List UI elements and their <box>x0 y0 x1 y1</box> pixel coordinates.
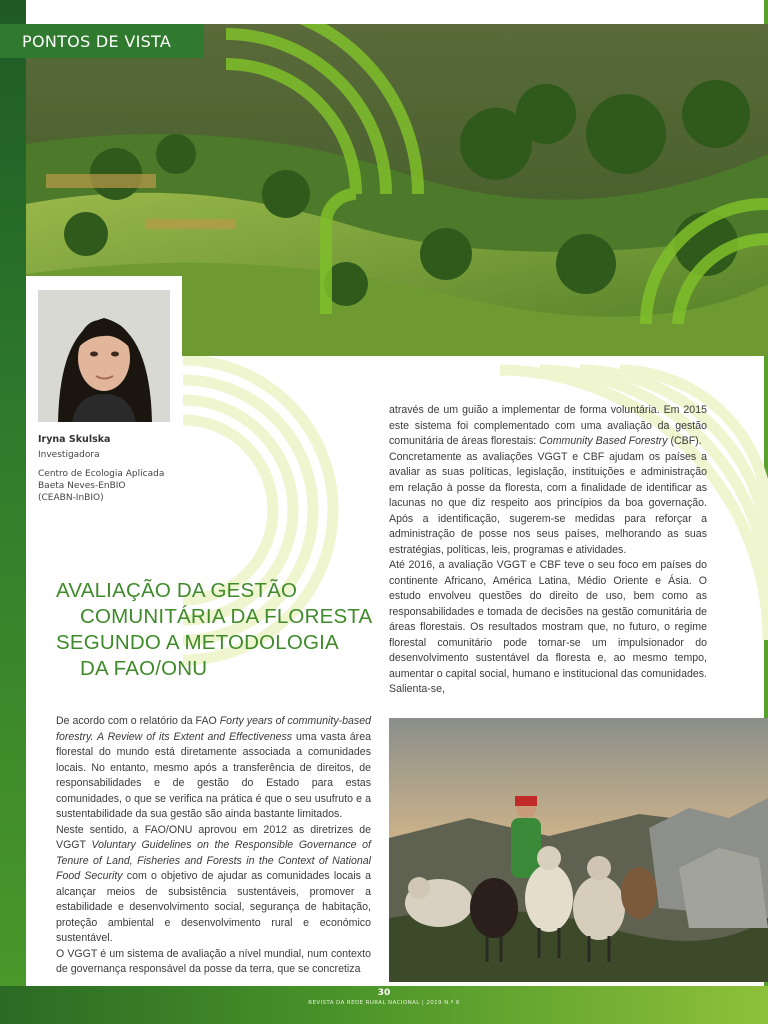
paragraph: Concretamente as avaliações VGGT e CBF ajudam os países a avaliar as suas políticas, legislação, instituições e administração em relação à posse da floresta, com a finalidade de identificar as lacunas no que diz respeito aos princípios da boa governação. Após a identificação, sugerem-se medidas para reforçar a administração de posse nos seus países, melhorando as suas estratégias, políticas, leis, programas e atividades. <box>389 450 707 556</box>
left-frame-band <box>0 0 26 1024</box>
italic-guidelines-title: Voluntary Guidelines on the Responsible Governance of Tenure of Land, Fisheries and Forests in the Context of National Food Security <box>56 839 371 882</box>
author-portrait <box>38 290 170 422</box>
author-role: Investigadora <box>38 450 100 460</box>
text-run: uma vasta área florestal do mundo está diretamente associada a comunidades locais. No entanto, mesmo após a transferência de direitos, de responsabilidades e de gestão do Estado para estas comunidades, o que se verifica na prática é que o seu usufruto e a sustentabilidade da sua gestão são ainda bastante limitados. <box>56 730 371 820</box>
page-number: 30 <box>377 988 391 998</box>
author-name: Iryna Skulska <box>38 434 111 445</box>
paragraph <box>56 714 371 823</box>
journal-title: REVISTA DA REDE RURAL NACIONAL | 2019 N.º 6 <box>308 1000 460 1006</box>
right-column-text <box>389 403 707 698</box>
title-line: COMUNITÁRIA DA FLORESTA <box>80 605 373 628</box>
paragraph <box>56 823 371 947</box>
italic-report-title: Forty years of community-based forestry. A Review of its Extent and Effectiveness <box>56 715 372 743</box>
text-run: De acordo com o relatório da FAO <box>56 715 220 727</box>
text-run: (CBF). <box>667 435 702 447</box>
text-run: através de um guião a implementar de forma voluntária. Em 2015 este sistema foi complementado com uma avaliação da gestão comunitária de áreas florestais: <box>389 404 707 447</box>
section-tag: PONTOS DE VISTA <box>0 24 204 58</box>
paragraph <box>389 403 707 450</box>
author-affiliation <box>38 468 188 504</box>
text-run: Neste sentido, a FAO/ONU aprovou em 2012 as diretrizes de VGGT <box>56 823 371 851</box>
title-line: DA FAO/ONU <box>80 657 208 680</box>
title-line: SEGUNDO A METODOLOGIA <box>56 631 339 654</box>
shepherd-sheep-photo <box>389 718 768 982</box>
paragraph: Até 2016, a avaliação VGGT e CBF teve o seu foco em países do continente Africano, América Latina, Médio Oriente e Ásia. O estudo envolveu questões do direito de uso, bem como as responsabilidades e tomada de decisões na gestão comunitária de áreas florestais. Os resultados mostram que, no futuro, o regime florestal comunitário pode tornar-se um impulsionador do desenvolvimento sustentável da floresta e, ao mesmo tempo, aumentar o capital social, humano e institucional das comunidades. Salienta-se, <box>389 559 707 695</box>
left-column-text <box>56 714 371 978</box>
affiliation-line: Baeta Neves-EnBIO <box>38 481 126 491</box>
article-title <box>56 578 386 682</box>
author-profile-card <box>26 276 182 516</box>
italic-term: Community Based Forestry <box>539 435 668 447</box>
paragraph: O VGGT é um sistema de avaliação a nível mundial, num contexto de governança responsável da posse da terra, que se concretiza <box>56 947 371 975</box>
affiliation-line: (CEABN-InBIO) <box>38 493 104 503</box>
title-line: AVALIAÇÃO DA GESTÃO <box>56 579 298 602</box>
text-run: com o objetivo de ajudar as comunidades locais a alcançar meios de subsistência sustentáveis, promover a estabilidade e desenvolvimento social, segurança de habitação, proteção ambiental e desenvolvimento rural e económico sustentável. <box>56 870 371 944</box>
affiliation-line: Centro de Ecologia Aplicada <box>38 469 165 479</box>
